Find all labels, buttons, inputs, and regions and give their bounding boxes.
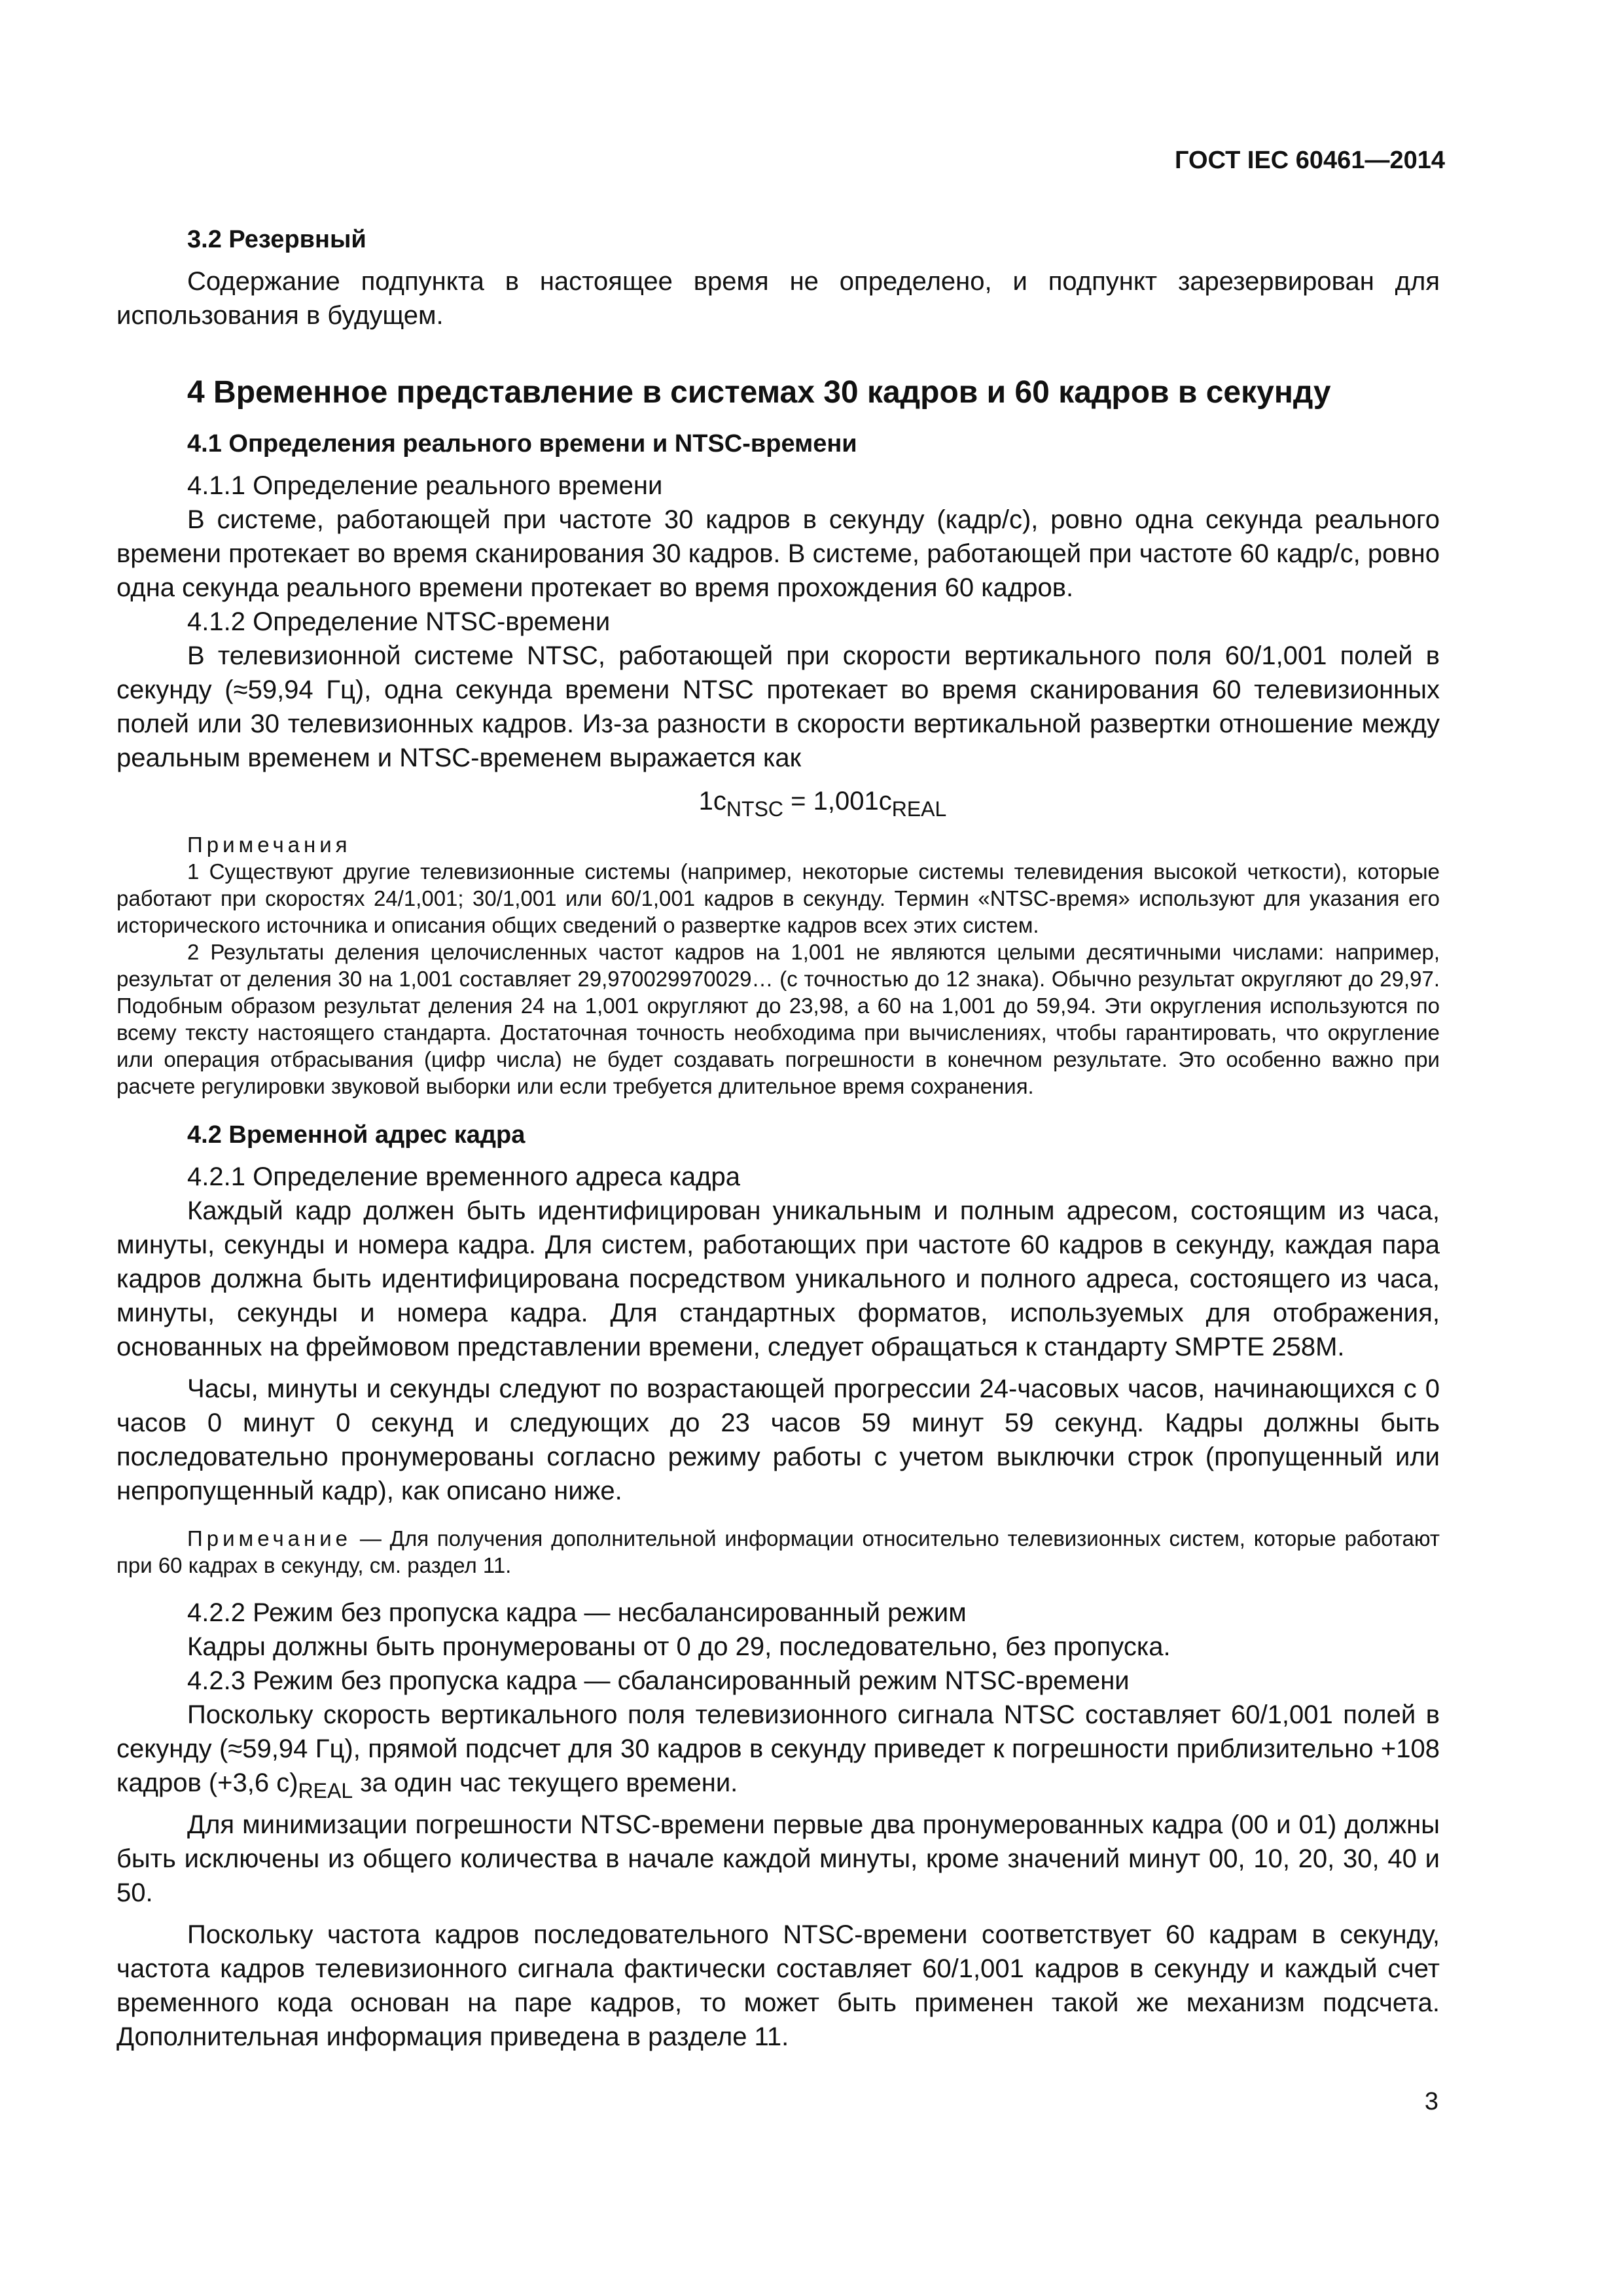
note-label: Примечание (187, 1526, 352, 1551)
section-4-2-1-paragraph-2: Часы, минуты и секунды следуют по возрастающей прогрессии 24-часовых часов, начинающихся с 0 часов 0 минут 0 секунд и следующих до 23 часов 59 минут 59 секунд. Кадры должны быть последовательно пронумерованы согласно режиму работы с учетом выключки строк (пропущенный или непропущенный кадр), как описано ниже. (116, 1374, 1440, 1505)
notes-block (116, 831, 1440, 1100)
note-4-2 (116, 1525, 1440, 1579)
real-subscript: REAL (298, 1779, 353, 1803)
section-4-1-heading: 4.1 Определения реального времени и NTSC-времени (187, 430, 857, 457)
section-4-2-3-title: 4.2.3 Режим без пропуска кадра — сбалансированный режим NTSC-времени (187, 1666, 1130, 1695)
section-4-1-2-text: В телевизионной системе NTSC, работающей при скорости вертикального поля 60/1,001 полей в секунду (≈59,94 Гц), одна секунда времени NTSC протекает во время сканирования 60 телевизионных полей или 30 телевизионных кадров. Из-за разности в скорости вертикальной развертки отношение между реальным временем и NTSC-временем выражается как (116, 641, 1440, 772)
page-number: 3 (1424, 2088, 1438, 2115)
section-4-1-1-title: 4.1.1 Определение реального времени (187, 471, 663, 500)
section-4-2-heading: 4.2 Временной адрес кадра (187, 1121, 526, 1149)
section-4-2-1-title: 4.2.1 Определение временного адреса кадра (187, 1162, 740, 1191)
section-4-2-2-title: 4.2.2 Режим без пропуска кадра — несбалансированный режим (187, 1598, 967, 1627)
section-4-2-3-paragraph-2: Для минимизации погрешности NTSC-времени первые два пронумерованных кадра (00 и 01) должны быть исключены из общего количества в начале каждой минуты, кроме значений минут 00, 10, 20, 30, 40 и 50. (116, 1810, 1440, 1907)
section-4-2-3-paragraph-3: Поскольку частота кадров последовательного NTSC-времени соответствует 60 кадрам в секунду, частота кадров телевизионного сигнала фактически составляет 60/1,001 кадров в секунду и каждый счет временного кода основан на паре кадров, то может быть применен такой же механизм подсчета. Дополнительная информация приведена в разделе 11. (116, 1920, 1440, 2051)
paragraph-1-main: Поскольку скорость вертикального поля телевизионного сигнала NTSC составляет 60/1,001 полей в секунду (≈59,94 Гц), прямой подсчет для 30 кадров в секунду приведет к погрешности приблизительно +108 кадров (+3,6 с) (116, 1700, 1440, 1797)
paragraph-1-tail: за один час текущего времени. (353, 1768, 738, 1797)
note-block-4-2 (116, 1525, 1440, 1579)
note-1: 1 Существуют другие телевизионные системы (например, некоторые системы телевидения высокой четкости), которые работают при скоростях 24/1,001; 30/1,001 или 60/1,001 кадров в секунду. Термин «NTSC-время» используют для указания его исторического источника и описания общих сведений о развертке кадров всех этих систем. (116, 859, 1440, 937)
section-3-2-text: Содержание подпункта в настоящее время не определено, и подпункт зарезервирован для использования в будущем. (116, 267, 1440, 330)
note-2: 2 Результаты деления целочисленных частот кадров на 1,001 не являются целыми десятичными числами: например, результат от деления 30 на 1,001 составляет 29,970029970029… (с точностью до 12 знака). Обычно результат округляют до 29,97. Подобным образом результат деления 24 на 1,001 округляют до 23,98, а 60 на 1,001 до 59,94. Эти округления используются по всему тексту настоящего стандарта. Достаточная точность необходима при вычислениях, чтобы гарантировать, что округление или операция отбрасывания (цифр числа) не будет создавать погрешности в конечном результате. Это особенно важно при расчете регулировки звуковой выборки или если требуется длительное время сохранения. (116, 940, 1440, 1098)
ntsc-formula (116, 784, 1440, 826)
section-4-heading: 4 Временное представление в системах 30 кадров и 60 кадров в секунду (187, 375, 1331, 410)
standard-header: ГОСТ IEC 60461—2014 (1175, 147, 1445, 174)
notes-title: Примечания (187, 833, 351, 857)
formula-rhs: = 1,001c (783, 787, 892, 816)
formula-lhs: 1c (698, 787, 726, 816)
section-4-2-2-text: Кадры должны быть пронумерованы от 0 до 29, последовательно, без пропуска. (187, 1632, 1171, 1661)
section-4-1-2-title: 4.1.2 Определение NTSC-времени (187, 607, 611, 636)
section-4-2-3-paragraph-1 (116, 1698, 1440, 1808)
formula-rhs-subscript: REAL (891, 797, 947, 821)
section-4-1-1-text: В системе, работающей при частоте 30 кадров в секунду (кадр/с), ровно одна секунда реального времени протекает во время сканирования 30 кадров. В системе, работающей при частоте 60 кадр/с, ровно одна секунда реального времени протекает во время прохождения 60 кадров. (116, 505, 1440, 602)
formula-lhs-subscript: NTSC (726, 797, 784, 821)
section-4-2-1-paragraph-1: Каждый кадр должен быть идентифицирован уникальным и полным адресом, состоящим из часа, минуты, секунды и номера кадра. Для систем, работающих при частоте 60 кадров в секунду, каждая пара кадров должна быть идентифицирована посредством уникального и полного адреса, состоящего из часа, минуты, секунды и номера кадра. Для стандартных форматов, используемых для отображения, основанных на фреймовом представлении времени, следует обращаться к стандарту SMPTE 258M. (116, 1196, 1440, 1361)
note-text: — Для получения дополнительной информации относительно телевизионных систем, которые работают при 60 кадрах в секунду, см. раздел 11. (116, 1526, 1440, 1577)
page-content (116, 223, 1440, 2054)
section-3-2-heading: 3.2 Резервный (187, 226, 366, 253)
